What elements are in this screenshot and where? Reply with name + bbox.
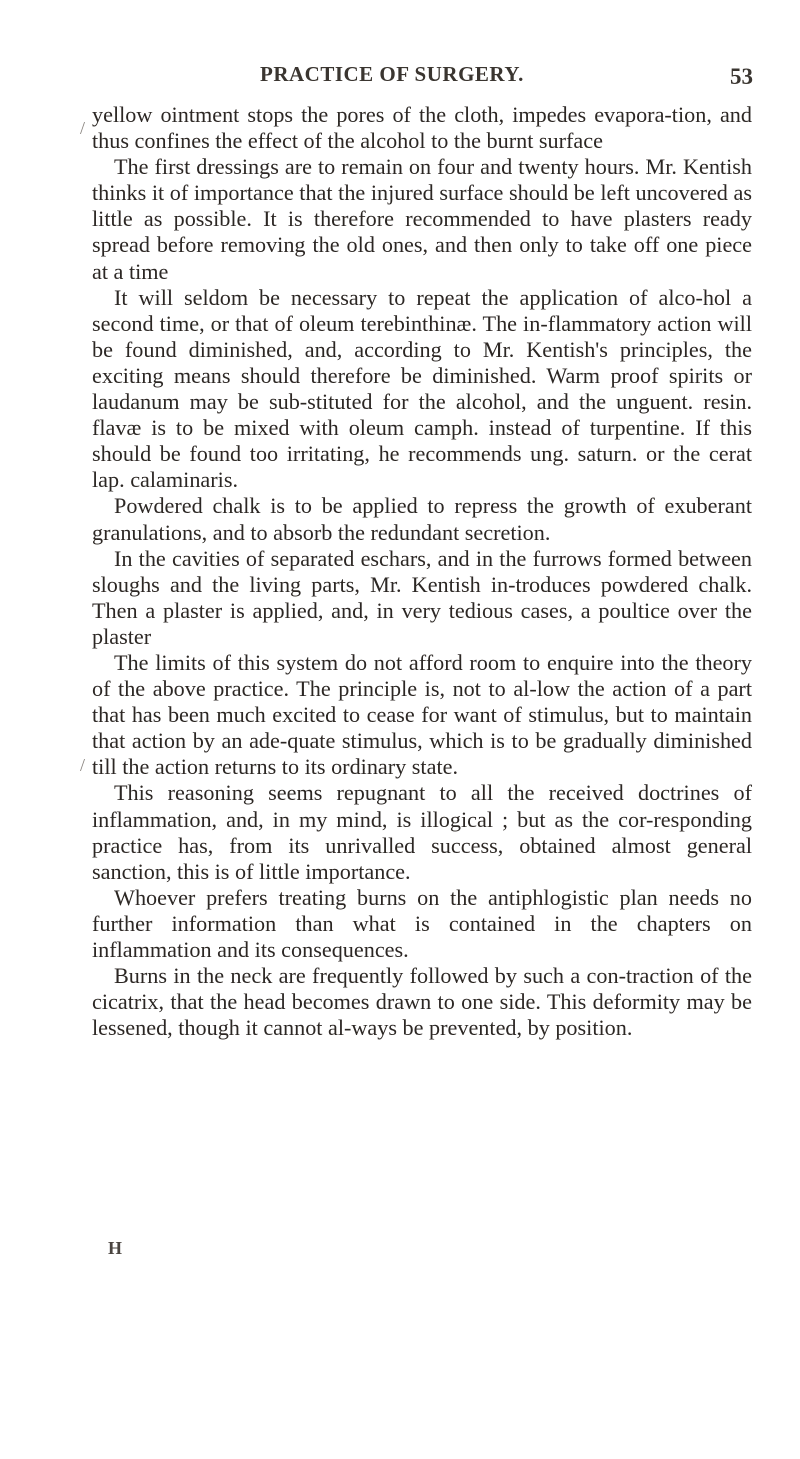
signature-mark: H [108,1238,123,1258]
margin-pencil-mark-icon: / [80,118,86,138]
body-text [92,102,752,1041]
paragraph: Burns in the neck are frequently followed by such a con-traction of the cicatrix, that the head becomes drawn to one side. This deformity may be lessened, though it cannot al-ways be prevented, by position. [92,963,752,1041]
paragraph: Powdered chalk is to be applied to repress the growth of exuberant granulations, and to absorb the redundant secretion. [92,493,752,545]
page-number: 53 [730,64,753,89]
paragraph: Whoever prefers treating burns on the antiphlogistic plan needs no further information than what is contained in the chapters on inflammation and its consequences. [92,884,752,962]
paragraph: The limits of this system do not afford room to enquire into the theory of the above practice. The principle is, not to al-low the action of a part that has been much excited to cease for want of stimulus, but to maintain that action by an ade-quate stimulus, which is to be gradually diminished till the action returns to its ordinary state. [92,649,752,780]
paragraph: yellow ointment stops the pores of the cloth, impedes evapora-tion, and thus confines the effect of the alcohol to the burnt surface [92,102,752,154]
margin-pencil-mark-icon: / [80,755,86,775]
paragraph: It will seldom be necessary to repeat the application of alco-hol a second time, or that of oleum terebinthinæ. The in-flammatory action will be found diminished, and, according to Mr. Kentish's principles, the exciting means should therefore be diminished. Warm proof spirits or laudanum may be sub-stituted for the alcohol, and the unguent. resin. flavæ is to be mixed with oleum camph. instead of turpentine. If this should be found too irritating, he recommends ung. saturn. or the cerat lap. calaminaris. [92,284,752,493]
paragraph: The first dressings are to remain on four and twenty hours. Mr. Kentish thinks it of importance that the injured surface should be left uncovered as little as possible. It is therefore recommended to have plasters ready spread before removing the old ones, and then only to take off one piece at a time [92,154,752,284]
running-head: PRACTICE OF SURGERY. [260,62,524,86]
paragraph: In the cavities of separated eschars, and in the furrows formed between sloughs and the living parts, Mr. Kentish in-troduces powdered chalk. Then a plaster is applied, and, in very tedious cases, a poultice over the plaster [92,545,752,649]
paragraph: This reasoning seems repugnant to all the received doctrines of inflammation, and, in my mind, is illogical ; but as the cor-responding practice has, from its unrivalled success, obtained almost general sanction, this is of little importance. [92,780,752,884]
